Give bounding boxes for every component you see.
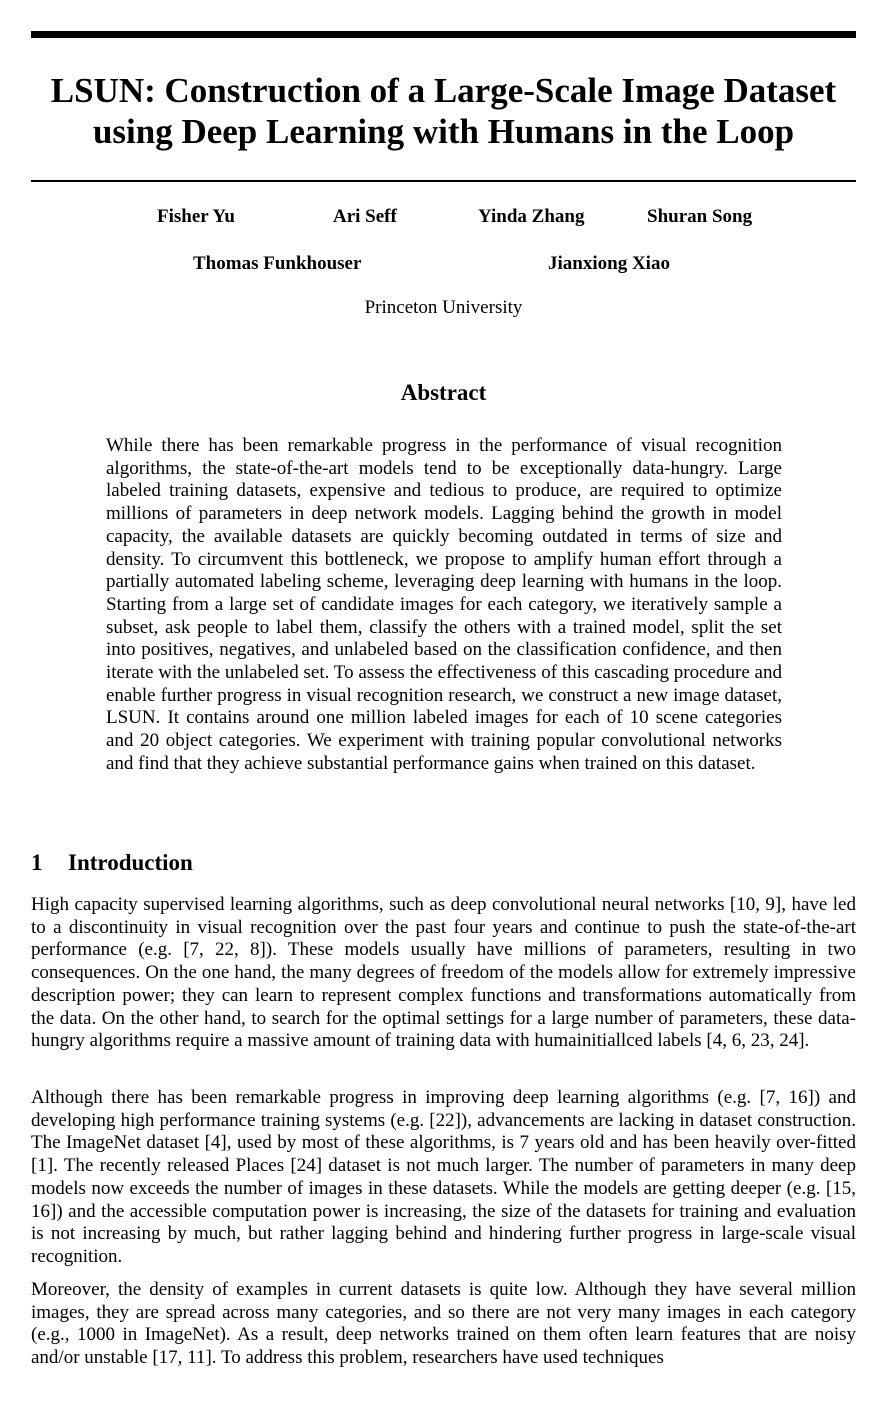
- author-name: Shuran Song: [647, 206, 753, 227]
- affiliation: Princeton University: [364, 297, 523, 318]
- author-name: Fisher Yu: [157, 206, 235, 227]
- section-heading: [31, 850, 193, 876]
- body-paragraph: Although there has been remarkable progress in improving deep learning algorithms (e.g. [7, 16]) and developing high performance training systems (e.g. [22]), advancements are lacking in dataset construction. The ImageNet dataset [4], used by most of these algorithms, is 7 years old and has been heavily over-fitted [1]. The recently released Places [24] dataset is not much larger. The number of parameters in many deep models now exceeds the number of images in these datasets. While the models are getting deeper (e.g. [15, 16]) and the accessible computation power is increasing, the size of the datasets for training and evaluation is not increasing by much, but rather lagging behind and hindering further progress in large-scale visual recognition.: [31, 1087, 856, 1267]
- body-paragraph: Moreover, the density of examples in current datasets is quite low. Although they have several million images, they are spread across many categories, and so there are not very many images in each category (e.g., 1000 in ImageNet). As a result, deep networks trained on them often learn features that are noisy and/or unstable [17, 11]. To address this problem, researchers have used techniques: [31, 1279, 856, 1369]
- author-name: Yinda Zhang: [478, 206, 585, 227]
- title-bottom-rule: [31, 180, 856, 182]
- paper-title: LSUN: Construction of a Large-Scale Image Dataset using Deep Learning with Humans in the Loop: [50, 71, 837, 151]
- title-top-rule: [31, 31, 856, 38]
- section-title: Introduction: [68, 850, 193, 875]
- author-name: Jianxiong Xiao: [548, 253, 670, 274]
- abstract-heading: Abstract: [400, 380, 487, 405]
- abstract-text: While there has been remarkable progress in the performance of visual recognition algorithms, the state-of-the-art models tend to be exceptionally data-hungry. Large labeled training datasets, expensive and tedious to produce, are required to optimize millions of parameters in deep network models. Lagging behind the growth in model capacity, the available datasets are quickly becoming outdated in terms of size and density. To circumvent this bottleneck, we propose to amplify human effort through a partially automated labeling scheme, leveraging deep learning with humans in the loop. Starting from a large set of candidate images for each category, we iteratively sample a subset, ask people to label them, classify the others with a trained model, split the set into positives, negatives, and unlabeled based on the classification confidence, and then iterate with the unlabeled set. To assess the effectiveness of this cascading procedure and enable further progress in visual recognition research, we construct a new image dataset, LSUN. It contains around one million labeled images for each of 10 scene categories and 20 object categories. We experiment with training popular convolutional networks and find that they achieve substantial performance gains when trained on this dataset.: [106, 435, 782, 774]
- section-number: 1: [31, 850, 43, 875]
- author-name: Ari Seff: [333, 206, 397, 227]
- body-paragraph: High capacity supervised learning algorithms, such as deep convolutional neural networks [10, 9], have led to a discontinuity in visual recognition over the past four years and continue to push the state-of-the-art performance (e.g. [7, 22, 8]). These models usually have millions of parameters, resulting in two consequences. On the one hand, the many degrees of freedom of the models allow for extremely impressive description power; they can learn to represent complex functions and transformations automatically from the data. On the other hand, to search for the optimal settings for a large number of parameters, these data-hungry algorithms require a massive amount of training data with humainitiallced labels [4, 6, 23, 24].: [31, 894, 856, 1052]
- author-name: Thomas Funkhouser: [193, 253, 362, 274]
